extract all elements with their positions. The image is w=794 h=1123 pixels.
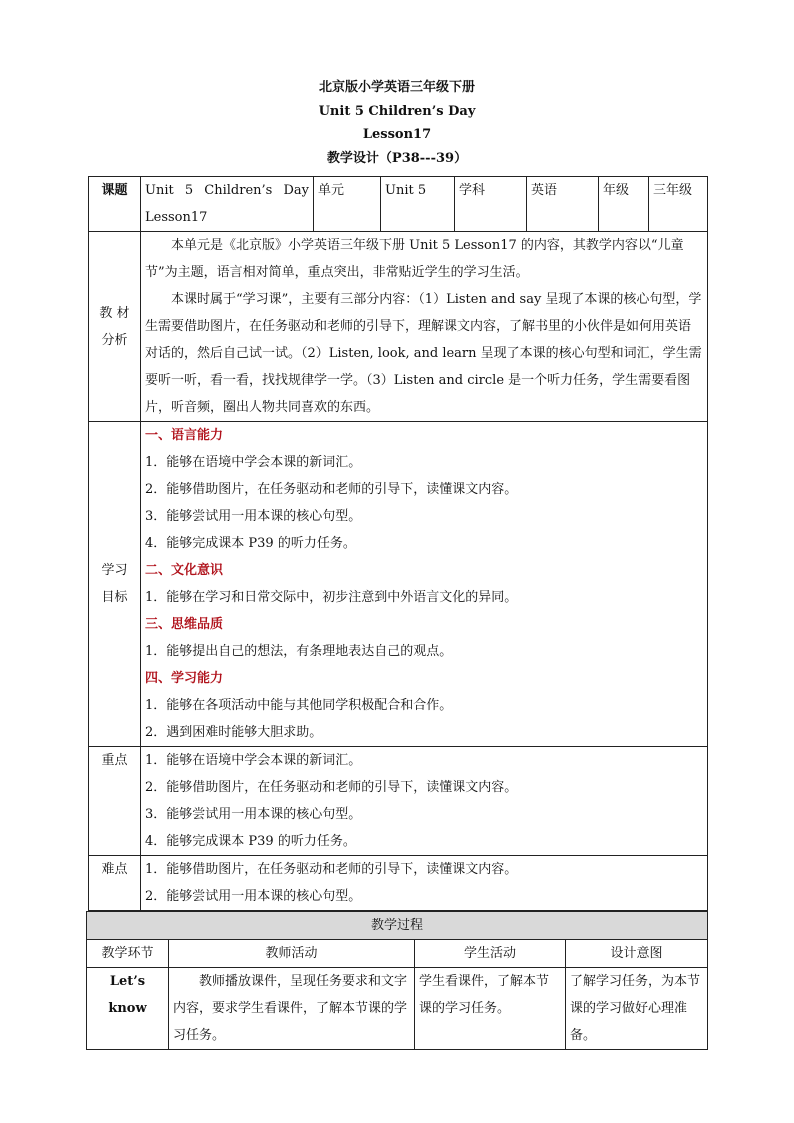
subject-label: 学科 <box>455 177 527 232</box>
key-points-row <box>89 747 708 856</box>
objective-heading-language: 一、语言能力 <box>145 428 224 443</box>
objective-item: 1．能够在各项活动中能与其他同学积极配合和合作。 <box>145 698 453 713</box>
objective-heading-culture: 二、文化意识 <box>145 563 224 578</box>
topic-value <box>141 177 314 232</box>
header-lesson: Lesson17 <box>362 127 432 142</box>
analysis-label-line2: 分析 <box>101 332 128 348</box>
teaching-process-table <box>86 911 708 1050</box>
topic-value-line1: Unit 5 Children’s Day <box>145 183 309 198</box>
analysis-para-1: 本单元是《北京版》小学英语三年级下册 Unit 5 Lesson17 的内容，其教学内容以“儿童节”为主题，语言相对简单，重点突出，非常贴近学生的学习生活。 <box>145 238 684 280</box>
grade-label: 年级 <box>599 177 649 232</box>
process-header-intent: 设计意图 <box>566 940 708 968</box>
objective-heading-learning: 四、学习能力 <box>145 671 224 686</box>
key-points-content <box>141 747 708 856</box>
process-header-student: 学生活动 <box>415 940 566 968</box>
objective-heading-thinking: 三、思维品质 <box>145 617 224 632</box>
objective-item: 4．能够完成课本 P39 的听力任务。 <box>145 536 356 551</box>
topic-value-line2: Lesson17 <box>145 210 208 225</box>
header-design: 教学设计（P38---39） <box>326 150 468 166</box>
key-points-label: 重点 <box>89 747 141 856</box>
process-stage: Let’s know <box>87 968 169 1050</box>
process-row <box>87 968 708 1050</box>
info-row <box>89 177 708 232</box>
analysis-content <box>141 232 708 422</box>
key-point-item: 1．能够在语境中学会本课的新词汇。 <box>145 753 362 768</box>
analysis-para-2: 本课时属于“学习课”，主要有三部分内容：（1）Listen and say 呈现了本课的核心句型，学生需要借助图片，在任务驱动和老师的引导下，理解课文内容，了解书里的小伙伴是如何用英语对话的，然后自己试一试。（2）Listen, look, and learn 呈现了本课的核心句型和词汇，学生需要听一听，看一看，找找规律学一学。（3）Listen and circle 是一个听力任务，学生需要看图片，听音频，圈出人物共同喜欢的东西。 <box>145 292 702 415</box>
key-point-item: 4．能够完成课本 P39 的听力任务。 <box>145 834 356 849</box>
analysis-label <box>89 232 141 422</box>
key-point-item: 3．能够尝试用一用本课的核心句型。 <box>145 807 362 822</box>
objective-item: 3．能够尝试用一用本课的核心句型。 <box>145 509 362 524</box>
unit-value: Unit 5 <box>381 177 455 232</box>
objectives-row <box>89 422 708 747</box>
header-textbook: 北京版小学英语三年级下册 <box>318 80 475 95</box>
difficult-points-content <box>141 856 708 911</box>
analysis-row <box>89 232 708 422</box>
unit-label: 单元 <box>314 177 381 232</box>
process-header-row <box>87 940 708 968</box>
objectives-content <box>141 422 708 747</box>
process-header-stage: 教学环节 <box>87 940 169 968</box>
topic-label: 课题 <box>89 177 141 232</box>
key-point-item: 2．能够借助图片，在任务驱动和老师的引导下，读懂课文内容。 <box>145 780 518 795</box>
process-title: 教学过程 <box>87 912 708 940</box>
analysis-label-line1: 教 材 <box>99 305 130 321</box>
objective-item: 1．能够提出自己的想法，有条理地表达自己的观点。 <box>145 644 453 659</box>
difficult-point-item: 1．能够借助图片，在任务驱动和老师的引导下，读懂课文内容。 <box>145 862 518 877</box>
process-title-row <box>87 912 708 940</box>
objective-item: 1．能够在语境中学会本课的新词汇。 <box>145 455 362 470</box>
process-header-teacher: 教师活动 <box>169 940 415 968</box>
subject-value: 英语 <box>527 177 599 232</box>
process-student: 学生看课件，了解本节课的学习任务。 <box>415 968 566 1050</box>
difficult-point-item: 2．能够尝试用一用本课的核心句型。 <box>145 889 362 904</box>
objectives-label <box>89 422 141 747</box>
objectives-label-line2: 目标 <box>101 590 128 605</box>
header-unit: Unit 5 Children’s Day <box>318 103 476 119</box>
process-teacher: 教师播放课件，呈现任务要求和文字内容，要求学生看课件，了解本节课的学习任务。 <box>169 968 415 1050</box>
document-header <box>0 76 794 170</box>
objective-item: 1．能够在学习和日常交际中，初步注意到中外语言文化的异同。 <box>145 590 518 605</box>
process-intent: 了解学习任务，为本节课的学习做好心理准备。 <box>566 968 708 1050</box>
grade-value: 三年级 <box>649 177 708 232</box>
objectives-label-line1: 学习 <box>101 563 128 578</box>
objective-item: 2．遇到困难时能够大胆求助。 <box>145 725 323 740</box>
difficult-points-label: 难点 <box>89 856 141 911</box>
objective-item: 2．能够借助图片，在任务驱动和老师的引导下，读懂课文内容。 <box>145 482 518 497</box>
lesson-plan-table <box>88 176 708 911</box>
difficult-points-row <box>89 856 708 911</box>
